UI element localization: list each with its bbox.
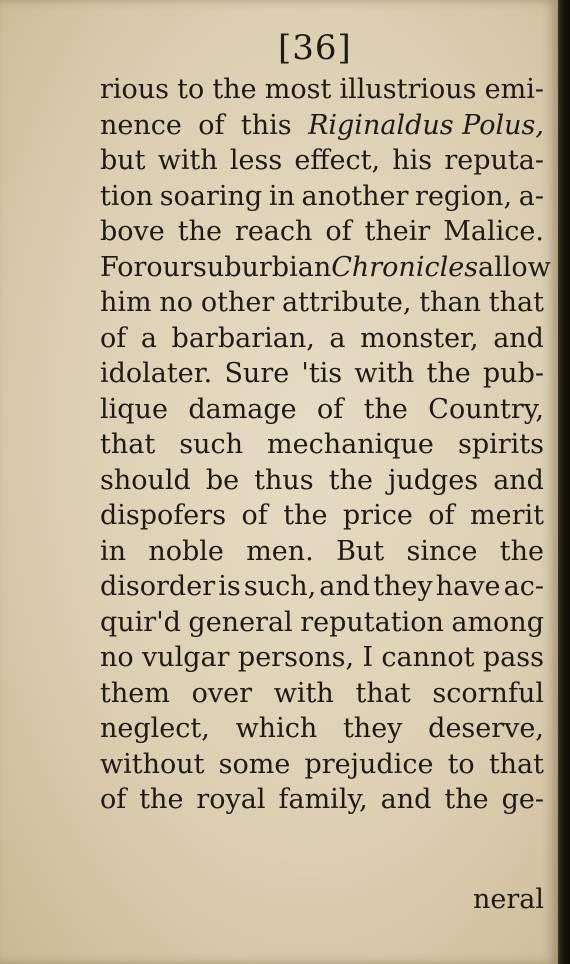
word: For xyxy=(100,251,147,283)
text-line xyxy=(100,676,544,712)
word: deserve, xyxy=(428,713,544,744)
word: among xyxy=(451,606,544,638)
word: they xyxy=(373,571,433,602)
word: their xyxy=(364,216,431,247)
word: the xyxy=(363,393,408,425)
text-line xyxy=(100,143,544,179)
word: less xyxy=(229,145,283,176)
word: this xyxy=(240,109,292,141)
word: Riginaldus Polus, xyxy=(308,109,544,141)
text-line xyxy=(100,72,544,108)
word: of xyxy=(100,784,127,815)
word: Sure xyxy=(224,358,290,389)
text-line xyxy=(100,463,544,499)
word: prejudice xyxy=(304,748,434,780)
word: lique xyxy=(100,393,168,425)
word: but xyxy=(100,145,146,176)
word: and xyxy=(493,322,544,354)
word: quir'd xyxy=(100,606,181,638)
word: cannot xyxy=(381,642,475,673)
text-line xyxy=(100,498,544,534)
word: I xyxy=(362,642,374,673)
word: be xyxy=(205,464,240,496)
word: other xyxy=(200,287,275,318)
word: bove xyxy=(100,216,165,247)
text-line xyxy=(100,250,551,286)
word: the xyxy=(328,464,373,496)
word: scornful xyxy=(432,677,544,709)
word: monster, xyxy=(360,322,479,354)
word: our xyxy=(146,251,193,283)
word: pass xyxy=(482,642,544,673)
word: of xyxy=(241,500,268,531)
word: dispofers xyxy=(100,500,227,531)
word: soaring xyxy=(159,180,263,212)
word: rious xyxy=(100,74,170,105)
word: and xyxy=(380,784,432,815)
text-line xyxy=(100,108,544,144)
word: that xyxy=(488,748,544,780)
word: his xyxy=(392,145,433,176)
word: that xyxy=(355,677,411,709)
word: no xyxy=(100,642,134,673)
word: that xyxy=(488,287,544,318)
word: have xyxy=(435,571,501,602)
text-line xyxy=(100,640,544,676)
text-line xyxy=(100,747,544,783)
text-line xyxy=(100,392,544,428)
word: family, xyxy=(278,784,368,815)
word: Chronicles xyxy=(331,251,479,283)
word: persons, xyxy=(237,642,355,673)
text-line xyxy=(100,321,544,357)
word: and xyxy=(319,571,371,602)
word: Country, xyxy=(428,393,544,425)
word: to xyxy=(447,748,475,780)
word: some xyxy=(218,748,291,780)
page-edge xyxy=(558,0,570,964)
word: with xyxy=(273,677,334,709)
catchword: neral xyxy=(472,884,544,915)
word: vulgar xyxy=(142,642,230,673)
word: the xyxy=(283,500,328,531)
word: reputation xyxy=(300,606,444,638)
text-line xyxy=(100,534,544,570)
text-line xyxy=(100,605,544,641)
word: a- xyxy=(518,180,544,212)
word: with xyxy=(354,358,415,389)
word: with xyxy=(157,145,218,176)
text-line xyxy=(100,179,544,215)
word: the xyxy=(499,535,544,567)
word: emi- xyxy=(484,74,544,105)
word: effect, xyxy=(294,145,381,176)
word: him xyxy=(100,287,152,318)
word: a xyxy=(140,322,157,354)
word: to xyxy=(177,74,205,105)
word: noble xyxy=(148,535,224,567)
text-line xyxy=(100,285,544,321)
word: 'tis xyxy=(301,358,343,389)
word: no xyxy=(159,287,194,318)
word: in xyxy=(268,180,295,212)
word: in xyxy=(100,535,127,567)
word: region, xyxy=(415,180,513,212)
text-line xyxy=(100,356,544,392)
word: illustrious xyxy=(339,74,477,105)
word: them xyxy=(100,677,170,709)
word: barbarian, xyxy=(171,322,315,354)
word: should xyxy=(100,464,191,496)
word: price xyxy=(342,500,413,531)
word: without xyxy=(100,748,205,780)
word: men. xyxy=(246,535,314,567)
word: judges xyxy=(387,464,479,496)
word: suburbian xyxy=(192,251,332,283)
word: such, xyxy=(243,571,317,602)
word: a xyxy=(329,322,346,354)
text-line xyxy=(100,214,544,250)
word: the xyxy=(177,216,222,247)
word: of xyxy=(428,500,455,531)
word: Malice. xyxy=(443,216,544,247)
text-line xyxy=(100,782,544,818)
word: reputa- xyxy=(444,145,544,176)
word: tion xyxy=(100,180,154,212)
word: mechanique xyxy=(267,429,434,460)
word: damage xyxy=(188,393,297,425)
word: over xyxy=(191,677,252,709)
word: of xyxy=(317,393,344,425)
word: neglect, xyxy=(100,713,210,744)
word: general xyxy=(188,606,293,638)
word: is xyxy=(218,571,241,602)
text-line xyxy=(100,427,544,463)
word: ge- xyxy=(501,784,544,815)
word: than xyxy=(419,287,481,318)
word: which xyxy=(235,713,318,744)
word: merit xyxy=(469,500,544,531)
word: the xyxy=(444,784,489,815)
word: and xyxy=(493,464,544,496)
word: since xyxy=(406,535,478,567)
word: thus xyxy=(254,464,314,496)
word: allow xyxy=(478,251,551,283)
word: most xyxy=(264,74,332,105)
word: the xyxy=(212,74,257,105)
page-number: [36] xyxy=(278,28,352,68)
word: another xyxy=(301,180,409,212)
word: attribute, xyxy=(282,287,412,318)
word: spirits xyxy=(457,429,544,460)
word: of xyxy=(325,216,352,247)
word: royal xyxy=(196,784,266,815)
word: ac- xyxy=(503,571,544,602)
word: But xyxy=(336,535,385,567)
text-line xyxy=(100,569,544,605)
catchword-row xyxy=(100,882,544,917)
word: of xyxy=(198,109,225,141)
word: nence xyxy=(100,109,182,141)
word: pub- xyxy=(482,358,544,389)
word: the xyxy=(139,784,184,815)
word: idolater. xyxy=(100,358,213,389)
word: reach xyxy=(234,216,313,247)
word: that xyxy=(100,429,156,460)
word: they xyxy=(342,713,403,744)
word: of xyxy=(100,322,127,354)
text-line xyxy=(100,711,544,747)
body-text xyxy=(100,72,551,818)
word: disorder xyxy=(100,571,216,602)
word: such xyxy=(179,429,243,460)
word: the xyxy=(426,358,471,389)
